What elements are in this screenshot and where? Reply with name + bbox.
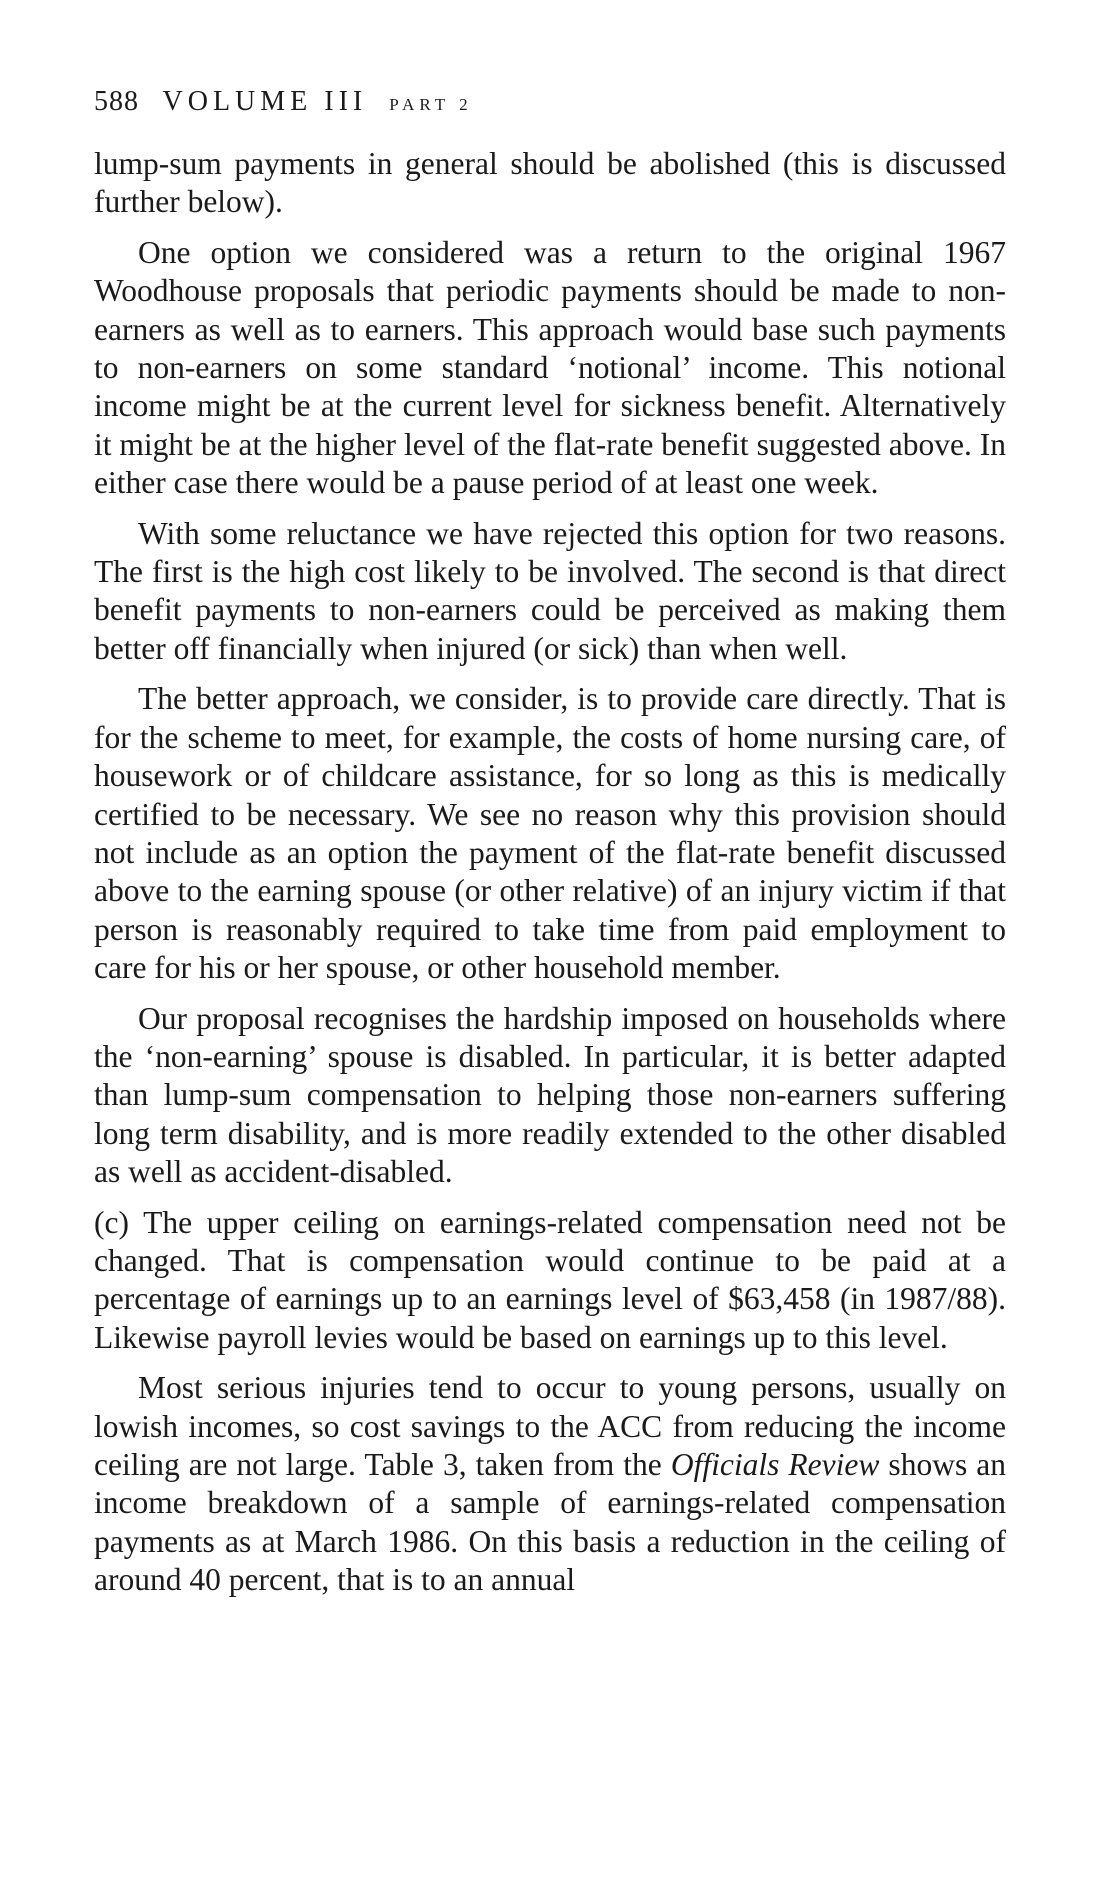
paragraph-upper-ceiling: (c) The upper ceiling on earnings-related compensation need not be changed. That is compensation would continue to be paid at a percentage of earnings up to an earnings level of $63,458 (in 1987/88). Likewise payroll levies would be based on earnings up to this level. xyxy=(94,1204,1006,1355)
paragraph-woodhouse-option: One option we considered was a return to the original 1967 Woodhouse proposals that periodic payments should be made to non-earners as well as to earners. This approach would base such payments to non-earners on some standard ‘notional’ income. This notional income might be at the current level for sickness benefit. Alternatively it might be at the higher level of the flat-rate benefit suggested above. In either case there would be a pause period of at least one week. xyxy=(94,234,1006,501)
document-page xyxy=(94,84,1006,1612)
paragraph-serious-injuries xyxy=(94,1369,1006,1599)
volume-label: VOLUME III xyxy=(162,86,368,117)
paragraph-rejected-option: With some reluctance we have rejected this option for two reasons. The first is the high cost likely to be involved. The second is that direct benefit payments to non-earners could be perceived as making them better off financially when injured (or sick) than when well. xyxy=(94,515,1006,666)
italic-title: Officials Review xyxy=(670,1447,880,1482)
running-header xyxy=(94,84,1006,123)
paragraph-continuation: lump-sum payments in general should be abolished (this is discussed further below). xyxy=(94,146,1006,220)
paragraph-hardship: Our proposal recognises the hardship imposed on households where the ‘non-earning’ spouse is disabled. In particular, it is better adapted than lump-sum compensation to helping those non-earners suffering long term disability, and is more readily extended to the other disabled as well as accident-disabled. xyxy=(94,1000,1006,1190)
page-number: 588 xyxy=(94,86,139,117)
text-segment: shows an income breakdown of a sample of earnings-related compensation payments as at March 1986. On this basis a reduction in the ceiling of around 40 percent, that is to an annual xyxy=(94,1447,1007,1598)
paragraph-provide-care: The better approach, we consider, is to provide care directly. That is for the scheme to meet, for example, the costs of home nursing care, of housework or of childcare assistance, for so long as this is medically certified to be necessary. We see no reason why this provision should not include as an option the payment of the flat-rate benefit discussed above to the earning spouse (or other relative) of an injury victim if that person is reasonably required to take time from paid employment to care for his or her spouse, or other household member. xyxy=(94,681,1006,986)
part-label: PART 2 xyxy=(389,95,473,114)
text-segment: Most serious injuries tend to occur to young persons, usually on lowish incomes, so cost savings to the ACC from reducing the income ceiling are not large. Table 3, taken from the xyxy=(94,1370,1006,1482)
